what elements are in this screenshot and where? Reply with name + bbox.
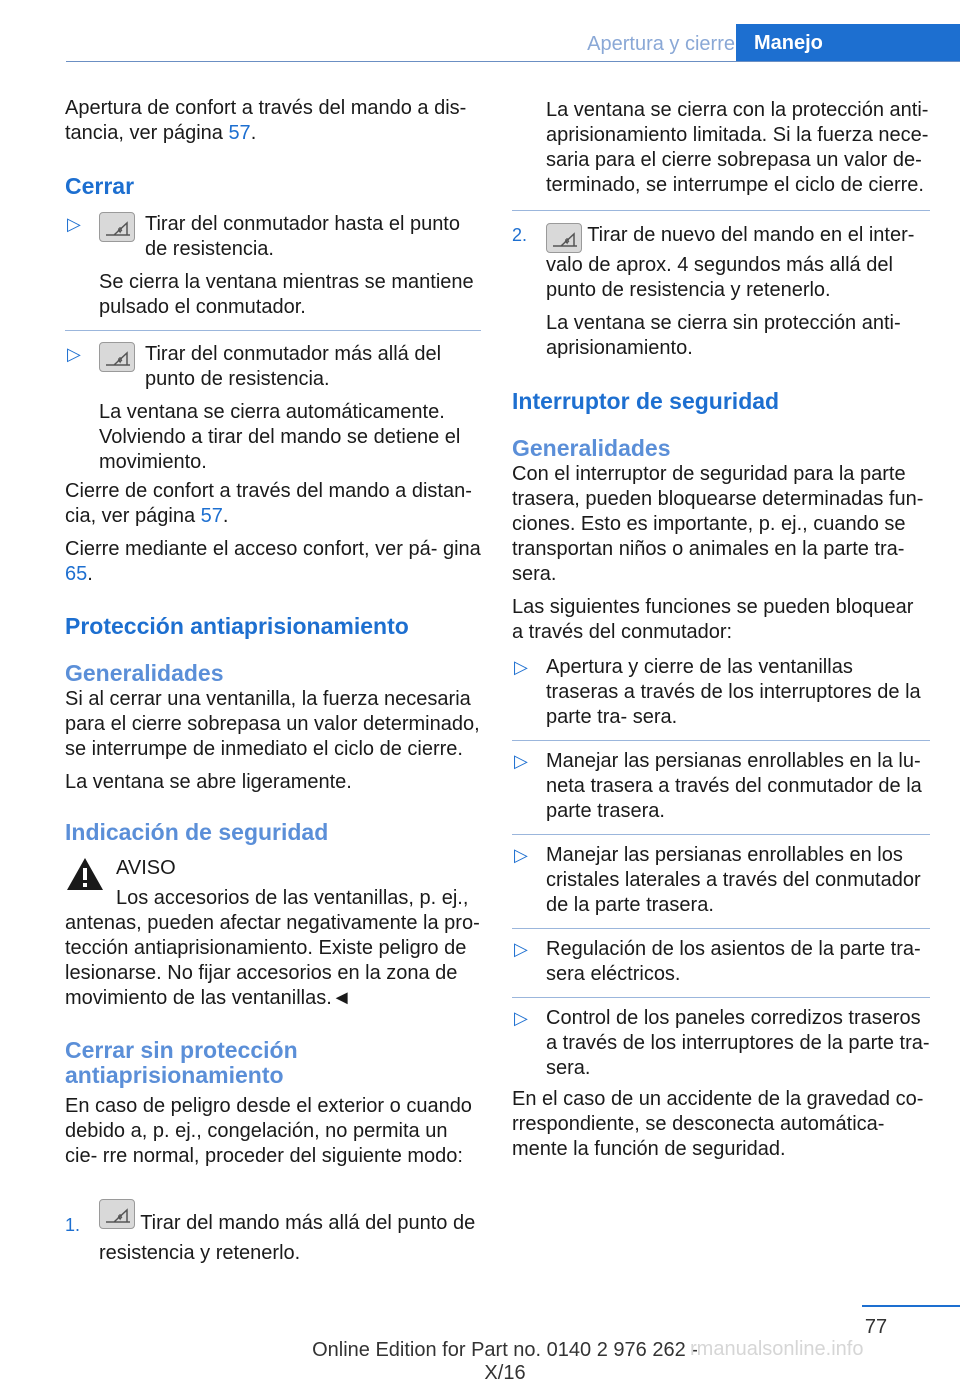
left-column [65,96,481,1264]
item-text: Tirar del conmutador más allá del punto de resistencia. [145,343,442,390]
heading-safety-note: Indicación de seguridad [65,819,329,845]
page-link[interactable]: 65 [65,563,88,585]
step-number: 1. [65,1215,81,1235]
watermark-text: rmanualsonline.info [690,1338,864,1360]
general-paragraph: Si al cerrar una ventanilla, la fuerza necesaria para el cierre sobrepasa un valor determinado, se interrumpe de inmediato el ciclo de cierre. [65,688,480,760]
list-item [65,212,481,331]
list-marker: ▷ [514,1008,528,1028]
list-marker: ▷ [67,214,81,234]
divider [512,210,930,211]
window-switch-icon [99,342,135,372]
footer-rule [862,1305,960,1307]
edition-text: Online Edition for Part no. 0140 2 976 262 - X/16 [312,1339,698,1384]
window-switch-icon [546,223,582,253]
functions-intro: Las siguientes funciones se pueden bloquear a través del conmutador: [512,596,914,643]
list-item: ▷ Manejar las persianas enrollables en los cristales laterales a través del conmutador de la parte trasera. [512,843,930,929]
divider [512,834,930,835]
item-subtext: Se cierra la ventana mientras se mantiene pulsado el conmutador. [99,271,474,318]
list-item: ▷ Regulación de los asientos de la parte tra‐ sera eléctricos. [512,937,930,998]
step-text: Tirar de nuevo del mando en el inter‐ valo de aprox. 4 segundos más allá del punto de resistencia y retenerlo. [546,224,915,301]
intro-paragraph: Apertura de confort a través del mando a dis‐ tancia, ver página 57. [65,97,467,144]
step-item-2 [512,223,930,361]
step-number: 2. [512,225,528,245]
step-item-1 [65,1199,481,1264]
step1-continuation: La ventana se cierra con la protección anti‐ aprisionamiento limitada. Si la fuerza nece‐ saria para el cierre sobrepasa un valor de‐ terminado, se interrumpe el ciclo de cierre. [546,99,929,196]
list-item [65,342,481,475]
safety-switch-paragraph: Con el interruptor de seguridad para la parte trasera, pueden bloquearse determinadas fun‐ ciones. Esto es importante, p. ej., cuando se transportan niños o animales en la parte tra‐ sera. [512,463,924,585]
page-number: 77 [864,1316,888,1338]
accident-paragraph: En el caso de un accidente de la gravedad co‐ rrespondiente, se desconecta automática‐ mente la función de seguridad. [512,1088,924,1160]
comfort-access-paragraph: Cierre mediante el acceso confort, ver pá‐ gina 65. [65,538,481,585]
list-marker: ▷ [514,657,528,677]
divider [512,740,930,741]
comfort-close-paragraph: Cierre de confort a través del mando a distan‐ cia, ver página 57. [65,480,472,527]
warning-triangle-icon [65,856,105,892]
step-subtext: La ventana se cierra sin protección anti‐ aprisionamiento. [546,312,901,359]
page-link[interactable]: 57 [228,122,251,144]
general-paragraph-2: La ventana se abre ligeramente. [65,771,352,793]
divider [65,330,481,331]
right-column [512,98,930,1162]
list-marker: ▷ [514,845,528,865]
heading-pinch-protection: Protección antiaprisionamiento [65,613,409,639]
warning-label: AVISO [116,857,176,879]
header-rule [66,61,960,62]
heading-general: Generalidades [65,660,224,686]
item-text: Tirar del conmutador hasta el punto de resistencia. [145,213,460,260]
warning-block [65,856,481,1011]
heading-safety-switch: Interruptor de seguridad [512,388,780,414]
list-marker: ▷ [67,344,81,364]
divider [512,997,930,998]
heading-close-without-protection: Cerrar sin protección antiaprisionamiento [65,1037,298,1088]
page-link[interactable]: 57 [200,505,223,527]
list-marker: ▷ [514,939,528,959]
warning-text-first-line: Los accesorios de las ventanillas, p. ej., [116,887,469,909]
step-text: Tirar del mando más allá del punto de resistencia y retenerlo. [99,1212,476,1264]
item-subtext: La ventana se cierra automáticamente. Volviendo a tirar del mando se detiene el movimiento. [99,401,461,473]
window-switch-icon [99,1199,135,1229]
no-pinch-paragraph: En caso de peligro desde el exterior o cuando debido a, p. ej., congelación, no permita un cie‐ rre normal, proceder del siguiente modo: [65,1095,472,1167]
list-marker: ▷ [514,751,528,771]
list-item: ▷ Apertura y cierre de las ventanillas traseras a través de los interruptores de la parte tra‐ sera. [512,655,930,741]
list-item: ▷ Manejar las persianas enrollables en la lu‐ neta trasera a través del conmutador de la parte trasera. [512,749,930,835]
window-switch-icon [99,212,135,242]
heading-cerrar: Cerrar [65,173,135,199]
heading-general: Generalidades [512,435,671,461]
list-item: ▷ Control de los paneles corredizos traseros a través de los interruptores de la parte tra‐ sera. [514,1007,930,1079]
header-section-title: Apertura y cierre [587,33,735,55]
header-chapter-tab: Manejo [736,24,960,62]
divider [512,928,930,929]
warning-text: antenas, pueden afectar negativamente la pro‐ tección antiaprisionamiento. Existe peligro de lesionarse. No fijar accesorios en la zona de movimiento de las ventanillas.◄ [65,912,480,1009]
